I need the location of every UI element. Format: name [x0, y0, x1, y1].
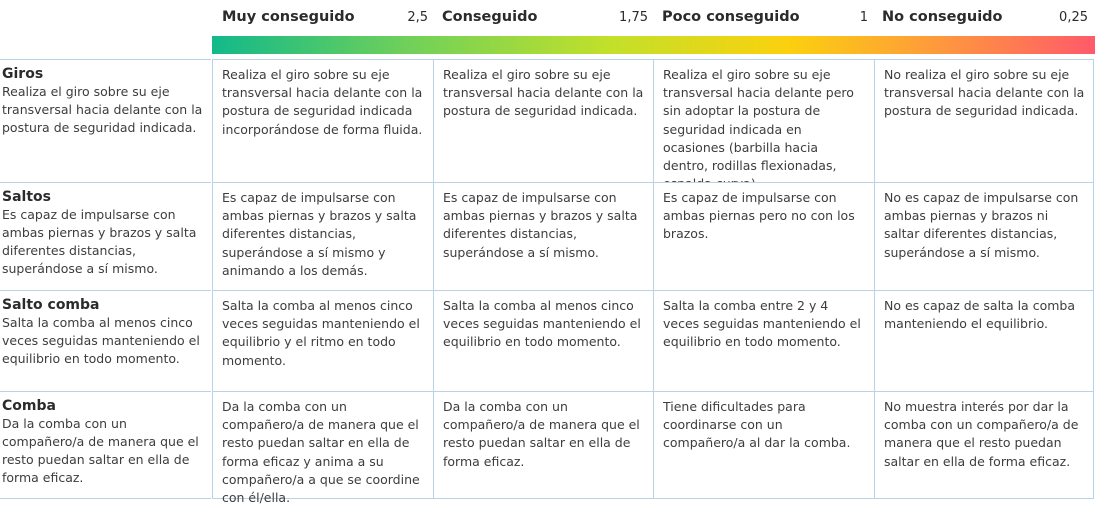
level-label: Muy conseguido: [222, 9, 355, 25]
rubric-cell: Salta la comba al menos cinco veces seguidas manteniendo el equilibrio en todo momento.: [433, 290, 654, 392]
rubric-cell: Da la comba con un compañero/a de manera que el resto puedan saltar en ella de forma eficaz.: [433, 391, 654, 499]
rubric-cell: No realiza el giro sobre su eje transversal hacia delante con la postura de seguridad indicada.: [874, 59, 1094, 183]
criterion-salto-comba: [0, 290, 211, 368]
level-header-muy-conseguido: [222, 6, 432, 28]
criterion-title: Comba: [2, 398, 56, 414]
rubric-cell: Realiza el giro sobre su eje transversal hacia delante con la postura de seguridad indicada.: [433, 59, 654, 183]
rubric-cell: No es capaz de impulsarse con ambas piernas y brazos ni saltar diferentes distancias, superándose a sí mismo.: [874, 182, 1094, 291]
level-header-no-conseguido: [882, 6, 1092, 28]
rubric-cell: Realiza el giro sobre su eje transversal hacia delante pero sin adoptar la postura de seguridad indicada en ocasiones (barbilla hacia dentro, rodillas flexionadas,: [653, 59, 875, 183]
level-header-conseguido: [442, 6, 652, 28]
criterion-divider: [0, 498, 211, 499]
criterion-title: Giros: [2, 66, 44, 82]
level-score: 1,75: [619, 9, 648, 25]
rubric-cell: Realiza el giro sobre su eje transversal hacia delante con la postura de seguridad indicada incorporándose de forma fluida.: [212, 59, 434, 183]
rubric-cell: Es capaz de impulsarse con ambas piernas y brazos y salta diferentes distancias, superándose a sí mismo y animando a los demás.: [212, 182, 434, 291]
criterion-title: Saltos: [2, 189, 51, 205]
rubric-cell: Salta la comba al menos cinco veces seguidas manteniendo el equilibrio y el ritmo en todo momento.: [212, 290, 434, 392]
criterion-giros: [0, 59, 211, 137]
criterion-comba: [0, 391, 211, 487]
level-score: 2,5: [407, 9, 428, 25]
rubric-cell: Salta la comba entre 2 y 4 veces seguidas manteniendo el equilibrio en todo momento.: [653, 290, 875, 392]
level-score: 1: [859, 9, 868, 25]
rubric-cell: Es capaz de impulsarse con ambas piernas y brazos y salta diferentes distancias, superándose a sí mismo.: [433, 182, 654, 291]
criterion-saltos: [0, 182, 211, 278]
criterion-description: Salta la comba al menos cinco veces seguidas manteniendo el equilibrio en todo momento.: [2, 315, 200, 366]
criterion-description: Realiza el giro sobre su eje transversal hacia delante con la postura de seguridad indicada.: [2, 84, 203, 135]
criterion-description: Es capaz de impulsarse con ambas piernas y brazos y salta diferentes distancias, superándose a sí mismo.: [2, 207, 197, 276]
criterion-description: Da la comba con un compañero/a de manera que el resto puedan saltar en ella de forma eficaz.: [2, 416, 199, 485]
criterion-title: Salto comba: [2, 297, 100, 313]
level-score: 0,25: [1059, 9, 1088, 25]
rubric-cell: No es capaz de salta la comba manteniendo el equilibrio.: [874, 290, 1094, 392]
rubric-cell: Es capaz de impulsarse con ambas piernas pero no con los brazos.: [653, 182, 875, 291]
rubric-cell: Tiene dificultades para coordinarse con un compañero/a al dar la comba.: [653, 391, 875, 499]
rubric-cell: Da la comba con un compañero/a de manera que el resto puedan saltar en ella de forma eficaz y anima a su compañero/a a que se coordine con él/ella.: [212, 391, 434, 499]
level-header-poco-conseguido: [662, 6, 872, 28]
level-label: Poco conseguido: [662, 9, 800, 25]
level-label: Conseguido: [442, 9, 538, 25]
rubric-cell: No muestra interés por dar la comba con un compañero/a de manera que el resto puedan saltar en ella de forma eficaz.: [874, 391, 1094, 499]
score-gradient-bar: [212, 36, 1095, 54]
level-label: No conseguido: [882, 9, 1003, 25]
